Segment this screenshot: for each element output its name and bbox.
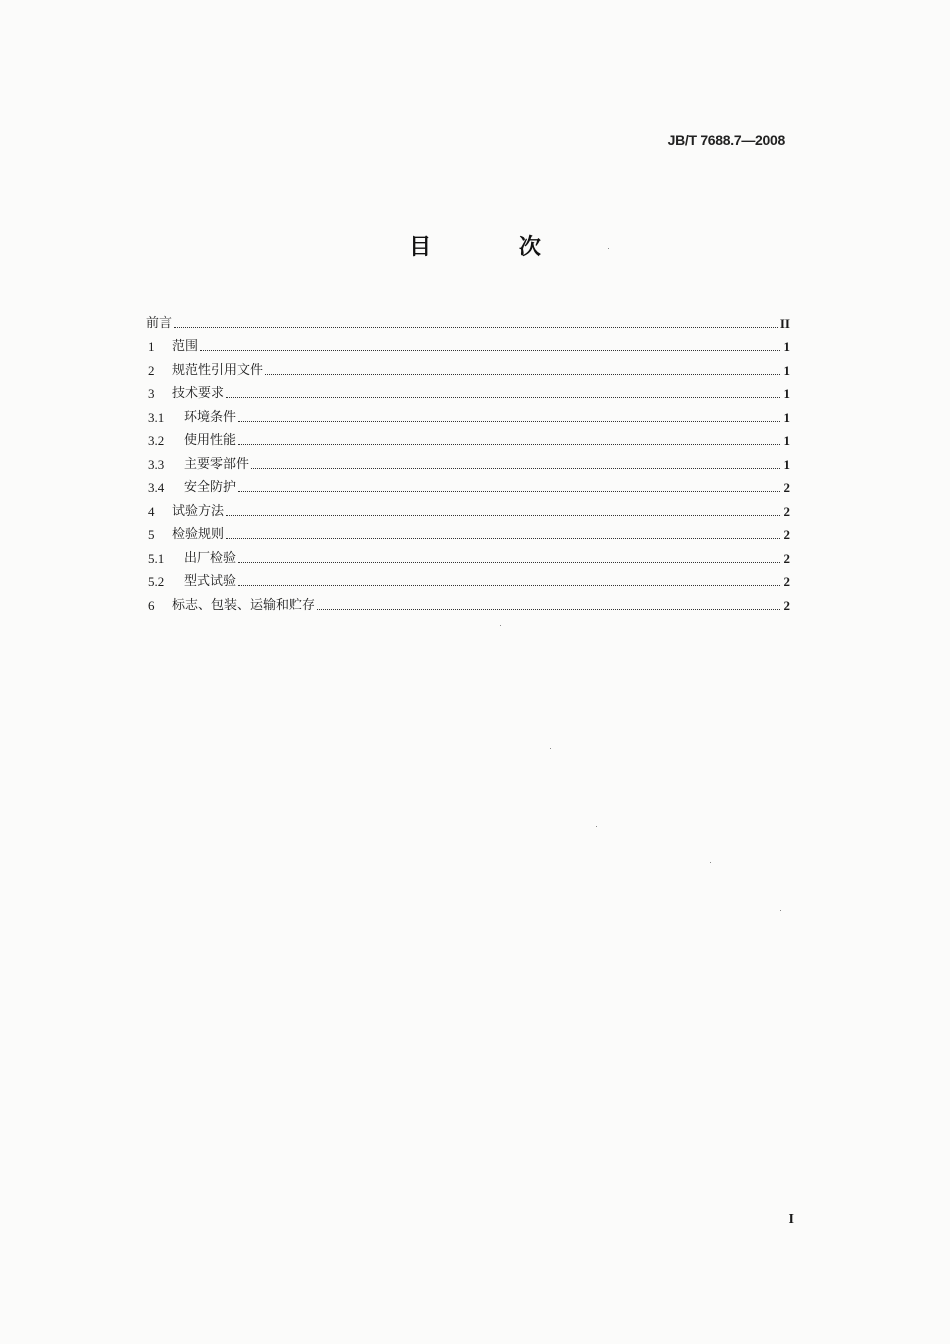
toc-leader-dots bbox=[226, 537, 780, 539]
toc-entry[interactable] bbox=[146, 590, 790, 614]
toc-leader-dots bbox=[238, 420, 780, 422]
toc-entry-page: 1 bbox=[783, 386, 790, 401]
toc-entry-page: II bbox=[779, 315, 790, 331]
toc-leader-dots bbox=[226, 396, 780, 398]
toc-entry-number: 4 bbox=[148, 503, 155, 519]
toc-entry[interactable] bbox=[146, 402, 790, 426]
toc-leader-dots bbox=[238, 584, 780, 586]
toc-entry-number: 1 bbox=[148, 339, 155, 354]
toc-entry-number: 5 bbox=[148, 527, 155, 542]
toc-leader-dots bbox=[174, 326, 778, 328]
page-title: 目 次 bbox=[409, 235, 581, 260]
toc-entry-title: 检验规则 bbox=[172, 527, 225, 542]
toc-leader-dots bbox=[251, 467, 780, 469]
toc-entry-number: 3.4 bbox=[148, 480, 165, 495]
toc-entry-title: 前言 bbox=[146, 315, 173, 331]
toc-entry-number: 5.2 bbox=[148, 574, 165, 589]
toc-entry-title: 规范性引用文件 bbox=[172, 362, 264, 378]
toc-entry-title: 出厂检验 bbox=[184, 550, 237, 566]
toc-entry[interactable] bbox=[146, 426, 790, 450]
toc-entry-number: 3.2 bbox=[148, 433, 165, 448]
toc-entry[interactable] bbox=[146, 355, 790, 379]
table-of-contents bbox=[146, 308, 790, 614]
toc-leader-dots bbox=[317, 608, 780, 610]
toc-entry-title: 试验方法 bbox=[172, 503, 225, 519]
scan-speck bbox=[608, 248, 609, 249]
toc-entry-page: 1 bbox=[783, 433, 790, 448]
toc-entry-title: 型式试验 bbox=[184, 574, 237, 589]
toc-entry[interactable] bbox=[146, 379, 790, 403]
toc-leader-dots bbox=[226, 514, 780, 516]
standard-code: JB/T 7688.7—2008 bbox=[667, 132, 785, 148]
toc-entry[interactable] bbox=[146, 473, 790, 497]
toc-entry-number: 3.1 bbox=[148, 409, 165, 425]
toc-entry-page: 2 bbox=[783, 527, 790, 542]
scan-speck bbox=[596, 826, 597, 827]
toc-entry-title: 范围 bbox=[172, 339, 199, 354]
toc-entry-number: 3 bbox=[148, 386, 155, 401]
toc-leader-dots bbox=[238, 490, 780, 492]
toc-entry[interactable] bbox=[146, 332, 790, 356]
toc-entry-number: 2 bbox=[148, 362, 155, 378]
toc-entry-title: 使用性能 bbox=[184, 433, 237, 448]
toc-entry-title: 技术要求 bbox=[172, 386, 225, 401]
toc-entry-title: 安全防护 bbox=[184, 480, 237, 495]
toc-entry-page: 2 bbox=[783, 597, 790, 613]
toc-leader-dots bbox=[265, 373, 780, 375]
scan-speck bbox=[500, 625, 501, 626]
toc-entry-page: 1 bbox=[783, 456, 790, 472]
toc-entry-title: 主要零部件 bbox=[184, 456, 250, 472]
toc-entry[interactable] bbox=[146, 543, 790, 567]
toc-entry[interactable] bbox=[146, 449, 790, 473]
scan-speck bbox=[550, 748, 551, 749]
toc-entry-page: 2 bbox=[783, 550, 790, 566]
toc-entry-number: 6 bbox=[148, 597, 155, 613]
toc-entry-number: 3.3 bbox=[148, 456, 165, 472]
toc-entry[interactable] bbox=[146, 496, 790, 520]
toc-leader-dots bbox=[238, 561, 780, 563]
toc-entry-title: 环境条件 bbox=[184, 409, 237, 425]
toc-entry-page: 2 bbox=[783, 480, 790, 495]
scan-speck bbox=[710, 862, 711, 863]
toc-entry-page: 1 bbox=[783, 339, 790, 354]
toc-entry-title: 标志、包装、运输和贮存 bbox=[172, 597, 316, 613]
toc-entry-page: 1 bbox=[783, 362, 790, 378]
toc-entry[interactable] bbox=[146, 308, 790, 332]
toc-entry-page: 1 bbox=[783, 409, 790, 425]
toc-leader-dots bbox=[200, 349, 780, 351]
toc-entry-page: 2 bbox=[783, 503, 790, 519]
toc-entry-number: 5.1 bbox=[148, 550, 165, 566]
toc-entry[interactable] bbox=[146, 520, 790, 544]
page-number: I bbox=[788, 1212, 794, 1227]
toc-leader-dots bbox=[238, 443, 780, 445]
scan-speck bbox=[780, 910, 781, 911]
toc-entry-page: 2 bbox=[783, 574, 790, 589]
toc-entry[interactable] bbox=[146, 567, 790, 591]
